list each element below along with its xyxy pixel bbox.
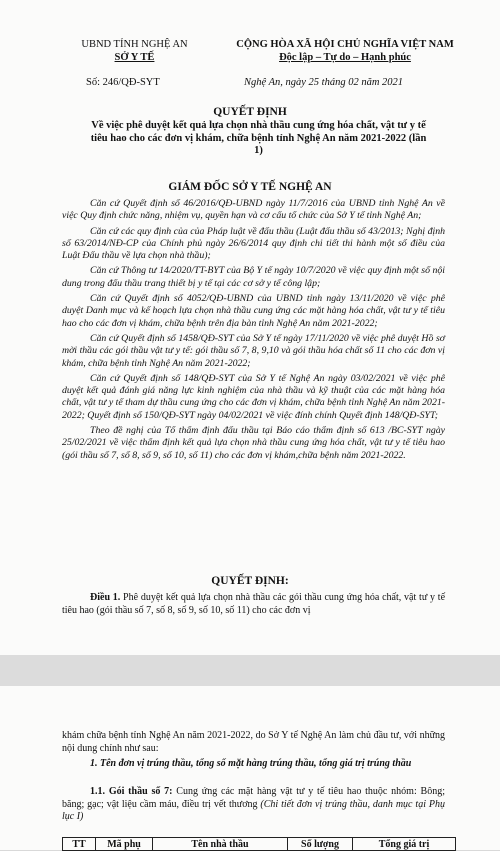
column-header-quantity: Số lượng: [288, 838, 353, 851]
nation-title: CỘNG HÒA XÃ HỘI CHỦ NGHĨA VIỆT NAM: [236, 39, 454, 50]
article-1: [62, 592, 445, 617]
document-subject: Về việc phê duyệt kết quả lựa chọn nhà thầu cung ứng hóa chất, vật tư y tế tiêu hao cho các đơn vị khám, chữa bệnh tỉnh Nghệ An năm 2021-2022 (lần 1): [90, 120, 427, 156]
package-7-label: 1.1. Gói thầu số 7:: [90, 786, 173, 797]
national-header: [210, 38, 480, 64]
legal-basis-paragraph: Căn cứ Quyết định số 46/2016/QĐ-UBND ngày 11/7/2016 của UBND tỉnh Nghệ An về việc Quy định chức năng, nhiệm vụ, quyền hạn và cơ cấu tổ chức của Sở Y tế tỉnh Nghệ An;: [62, 198, 445, 222]
legal-basis-paragraph: Căn cứ Quyết định số 148/QĐ-SYT của Sở Y tế Nghệ An ngày 03/02/2021 về việc phê duyệt kết quả đánh giá năng lực kinh nghiệm của nhà thầu và kỹ thuật của các mặt hàng hóa chất, vật tư y tế tham dự thầu cung ứng cho các đơn vị khám, chữa bệnh tỉnh Nghệ An năm 2021-2022; Quyết định số 150/QĐ-SYT ngày 04/02/2021 về việc đính chính Quyết định 148/QĐ-SYT;: [62, 372, 445, 421]
article-1-label: Điều 1.: [90, 592, 121, 603]
package-7-note: (Chi tiết đơn vị trúng thầu, danh mục tại Phụ lục I): [62, 798, 445, 822]
org-line-1: UBND TỈNH NGHỆ AN: [81, 39, 188, 50]
legal-basis-paragraph: Căn cứ các quy định của của Pháp luật về đấu thầu (Luật đấu thầu số 43/2013; Nghị định số 63/2014/NĐ-CP của Chính phủ ngày 26/6/2014 quy định chi tiết thi hành một số điều của Luật Đấu thầu về lựa chọn nhà thầu);: [62, 225, 445, 262]
column-header-total-value: Tổng giá trị: [353, 838, 456, 851]
legal-basis-block: [62, 198, 445, 462]
article-1-text: Phê duyệt kết quả lựa chọn nhà thầu các gói thầu cung ứng hóa chất, vật tư y tế tiêu hao (gói thầu số 7, số 8, số 9, số 10, số 11) cho các đơn vị: [62, 592, 446, 616]
package-7-text: Cung ứng các mặt hàng vật tư y tế tiêu hao thuộc nhóm: Bông; băng; gạc; vật liệu cầm máu, điều trị vết thương: [62, 786, 445, 810]
page-gap: [0, 655, 500, 686]
document-number: Số: 246/QĐ-SYT: [86, 77, 160, 88]
article-1-continuation: khám chữa bệnh tỉnh Nghệ An năm 2021-2022, do Sở Y tế Nghệ An làm chủ đầu tư, với những nội dung chính như sau:: [62, 730, 445, 754]
issuing-authority: GIÁM ĐỐC SỞ Y TẾ NGHỆ AN: [168, 181, 332, 193]
issuing-organization: [62, 38, 207, 64]
legal-basis-paragraph: Căn cứ Quyết định số 4052/QĐ-UBND của UBND tỉnh ngày 13/11/2020 về việc phê duyệt Danh mục và kế hoạch lựa chọn nhà thầu cung ứng các mặt hàng hóa chất, vật tư y tế tiêu hao cho các đơn vị khám, chữa bệnh trên địa bàn tỉnh Nghệ An năm 2021-2022;: [62, 293, 445, 329]
legal-basis-paragraph: Căn cứ Quyết định số 1458/QĐ-SYT của Sở Y tế ngày 17/11/2020 về việc phê duyệt Hồ sơ mời thầu các gói thầu vật tư y tế: gói thầu số 7, 8, 9,10 và gói thầu hóa chất số 11 cho các đơn vị khám, chữa bệnh tỉnh Nghệ An năm 2021-2022;: [62, 332, 445, 369]
column-header-contractor: Tên nhà thầu: [153, 838, 288, 851]
national-motto: Độc lập – Tự do – Hạnh phúc: [279, 52, 411, 63]
section-1-heading: 1. Tên đơn vị trúng thầu, tổng số mặt hàng trúng thầu, tổng giá trị trúng thầu: [90, 758, 412, 769]
table-header-row: [63, 838, 456, 851]
column-header-tt: TT: [63, 838, 96, 851]
legal-basis-paragraph: Căn cứ Thông tư 14/2020/TT-BYT của Bộ Y tế ngày 10/7/2020 về việc quy định một số nội dung trong đấu thầu trang thiết bị y tế tại các cơ sở y tế công lập;: [62, 265, 445, 289]
document-page-2: [0, 686, 500, 850]
decides-heading: QUYẾT ĐỊNH:: [211, 575, 289, 587]
document-date: Nghệ An, ngày 25 tháng 02 năm 2021: [244, 77, 404, 88]
package-7-paragraph: [62, 786, 445, 824]
column-header-code: Mã phụ: [96, 838, 153, 851]
org-line-2: SỞ Y TẾ: [114, 52, 155, 63]
document-title: QUYẾT ĐỊNH: [213, 106, 287, 118]
legal-basis-paragraph: Theo đề nghị của Tổ thẩm định đấu thầu tại Báo cáo thẩm định số 613 /BC-SYT ngày 25/02/2021 về việc thẩm định kết quả lựa chọn nhà thầu cung ứng hóa chất, vật tư y tế tiêu hao (gói thầu số 7, số 8, số 9, số 10, số 11) cho các đơn vị khám,chữa bệnh năm 2021-2022.: [62, 425, 445, 461]
winning-bidders-table: [62, 837, 456, 851]
